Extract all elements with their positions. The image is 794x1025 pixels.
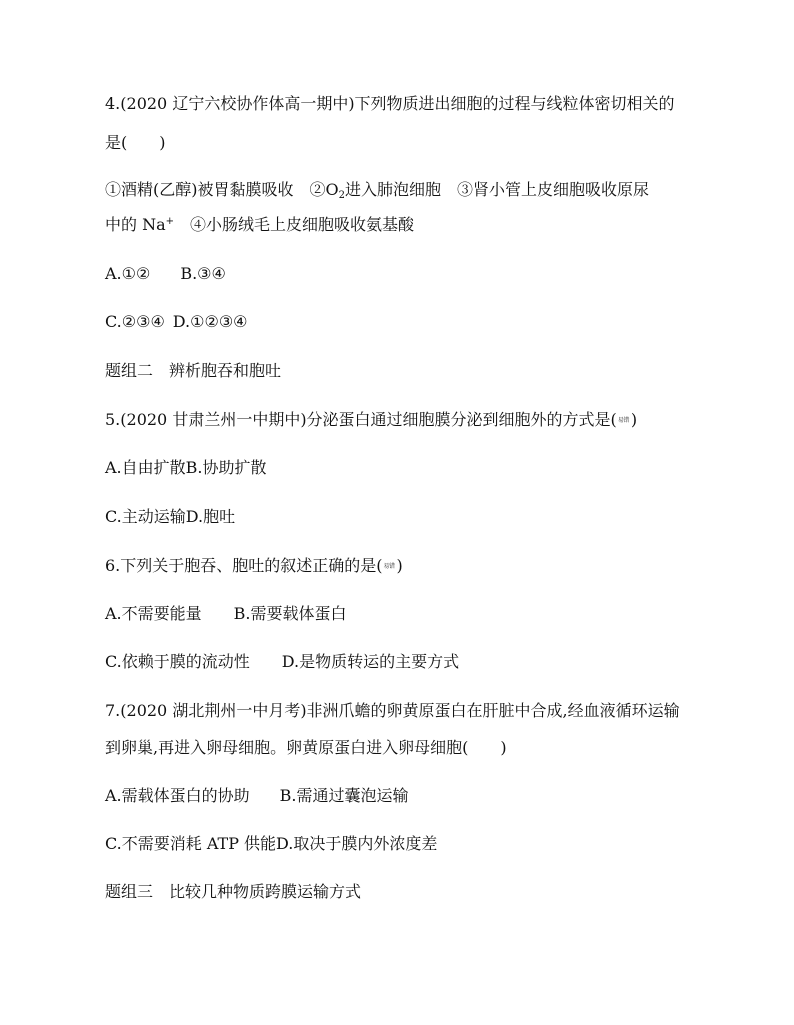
q4-options-line2-text: 中的 Na — [105, 215, 166, 234]
q7-choices-ab — [105, 786, 409, 806]
q4-choice-b: B.③④ — [180, 264, 226, 283]
q4-options-line1-rest: 进入肺泡细胞 ③肾小管上皮细胞吸收原尿 — [344, 180, 649, 199]
q4-choices-cd — [105, 312, 248, 332]
q7-choice-a: A.需载体蛋白的协助 — [105, 786, 250, 805]
q4-options-line1 — [105, 180, 649, 200]
q5-choices-cd: C.主动运输D.胞吐 — [105, 507, 236, 526]
q5-stem — [105, 410, 637, 431]
q4-choice-c: C.②③④ — [105, 312, 165, 331]
q5-choices-ab: A.自由扩散B.协助扩散 — [105, 458, 267, 477]
q4-options-line2-rest: ④小肠绒毛上皮细胞吸收氨基酸 — [174, 215, 415, 234]
q6-choice-a: A.不需要能量 — [105, 604, 202, 623]
q4-choice-d: D.①②③④ — [172, 312, 248, 331]
q6-choices-ab — [105, 604, 347, 624]
q6-choice-d: D.是物质转运的主要方式 — [281, 652, 460, 671]
q7-stem-line2: 到卵巢,再进入卵母细胞。卵黄原蛋白进入卵母细胞( ) — [105, 738, 507, 757]
o2-subscript: 2 — [338, 190, 345, 201]
q5-stem-close: ) — [630, 410, 638, 429]
q4-choices-ab — [105, 264, 226, 284]
q7-choice-b: B.需通过囊泡运输 — [279, 786, 409, 805]
q6-choice-c: C.依赖于膜的流动性 — [105, 652, 250, 671]
q6-stem — [105, 556, 403, 577]
q4-stem-line2: 是( ) — [105, 133, 166, 152]
q5-error-prone-tag: 易错 — [617, 416, 629, 424]
q6-error-prone-tag: 易错 — [383, 562, 395, 570]
group3-title: 题组三 比较几种物质跨膜运输方式 — [105, 882, 362, 901]
q4-choice-a: A.①② — [105, 264, 151, 283]
q4-options-line1-text: ①酒精(乙醇)被胃黏膜吸收 ②O — [105, 180, 339, 199]
q4-stem-line1: 4.(2020 辽宁六校协作体高一期中)下列物质进出细胞的过程与线粒体密切相关的 — [105, 94, 675, 113]
q6-stem-close: ) — [396, 556, 403, 575]
q7-stem-line1: 7.(2020 湖北荆州一中月考)非洲爪蟾的卵黄原蛋白在肝脏中合成,经血液循环运输 — [105, 701, 680, 720]
q5-stem-text: 5.(2020 甘肃兰州一中期中)分泌蛋白通过细胞膜分泌到细胞外的方式是( — [105, 410, 617, 429]
na-superscript: + — [165, 216, 175, 227]
q6-choice-b: B.需要载体蛋白 — [233, 604, 347, 623]
group2-title: 题组二 辨析胞吞和胞吐 — [105, 361, 282, 380]
q7-choices-cd: C.不需要消耗 ATP 供能D.取决于膜内外浓度差 — [105, 834, 438, 853]
q6-stem-text: 6.下列关于胞吞、胞吐的叙述正确的是( — [105, 556, 383, 575]
q4-options-line2 — [105, 215, 414, 235]
q6-choices-cd — [105, 652, 459, 672]
